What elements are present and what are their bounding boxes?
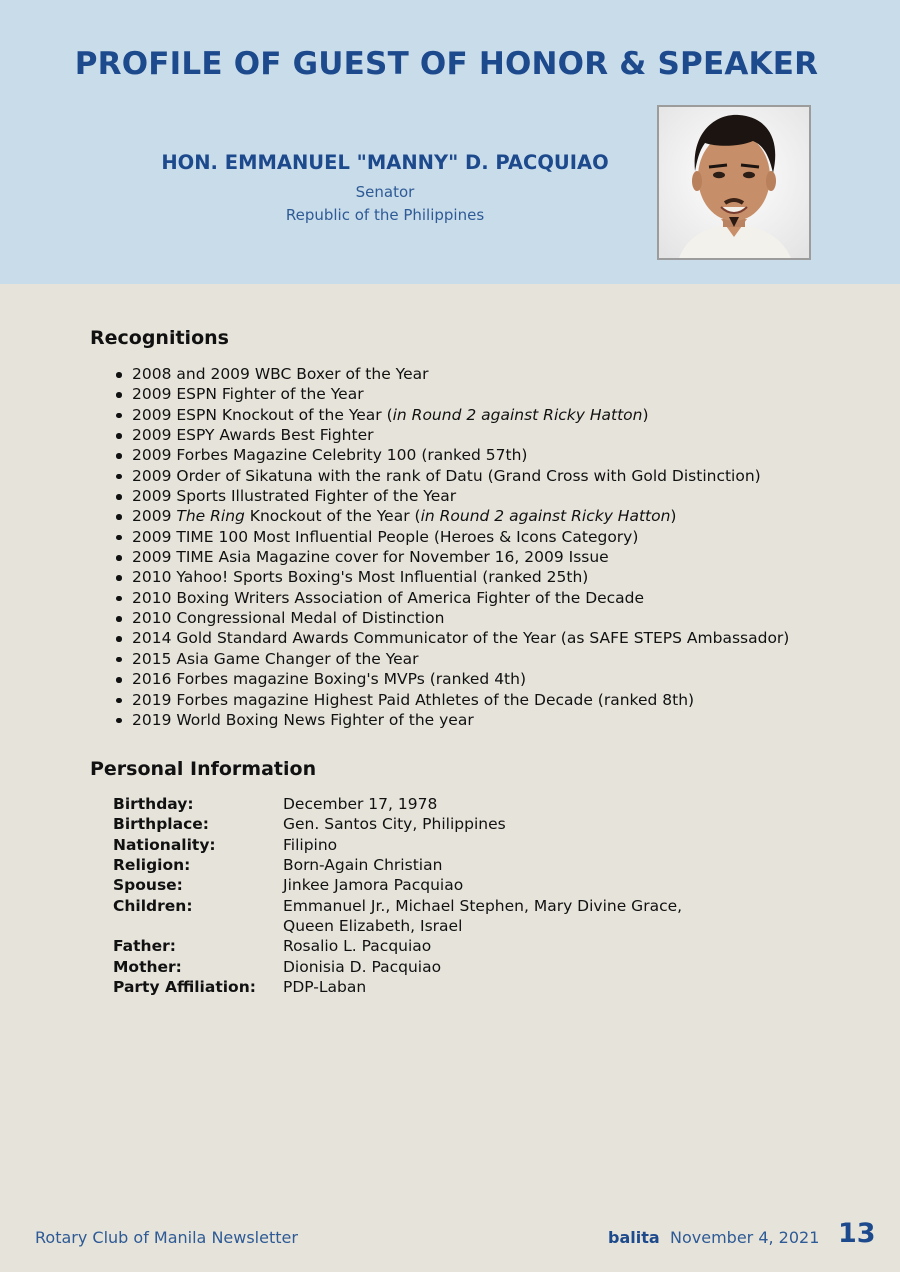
recognition-item: [132, 649, 789, 669]
recognition-item: [132, 690, 789, 710]
recognition-item: [132, 364, 789, 384]
recognition-item: [132, 466, 789, 486]
recognition-item: [132, 567, 789, 587]
recognition-item: [132, 445, 789, 465]
recognition-text: 2009 Forbes Magazine Celebrity 100 (ranked 57th): [132, 446, 528, 465]
footer-newsletter: Rotary Club of Manila Newsletter: [35, 1228, 298, 1247]
recognition-text: 2009 ESPN Fighter of the Year: [132, 385, 364, 404]
recognition-text: 2009 TIME Asia Magazine cover for November 16, 2009 Issue: [132, 548, 609, 567]
recognition-text: 2014 Gold Standard Awards Communicator of the Year (as SAFE STEPS Ambassador): [132, 629, 790, 648]
recognition-text: 2009 Sports Illustrated Fighter of the Year: [132, 487, 457, 506]
recognition-text: 2009 Order of Sikatuna with the rank of Datu (Grand Cross with Gold Distinction): [132, 466, 761, 485]
info-row: [113, 896, 682, 937]
guest-photo: [657, 105, 811, 260]
info-row: [113, 875, 682, 895]
info-value: Emmanuel Jr., Michael Stephen, Mary Divine Grace,: [283, 896, 683, 915]
recognition-text: 2015 Asia Game Changer of the Year: [132, 649, 419, 668]
info-row: [113, 957, 682, 977]
recognition-text: 2010 Yahoo! Sports Boxing's Most Influential (ranked 25th): [132, 568, 589, 587]
info-value: PDP-Laban: [283, 978, 367, 997]
recognition-item: [132, 527, 789, 547]
recognition-item: [132, 588, 789, 608]
guest-country: Republic of the Philippines: [285, 206, 485, 224]
recognition-item: [132, 506, 789, 526]
info-value: Dionisia D. Pacquiao: [283, 957, 442, 976]
info-label: Religion:: [113, 856, 191, 875]
info-value: Queen Elizabeth, Israel: [283, 917, 463, 936]
recognition-item: [132, 608, 789, 628]
recognition-text: 2009: [132, 507, 177, 526]
recognition-item: [132, 405, 789, 425]
footer-date: November 4, 2021: [670, 1228, 820, 1247]
recognitions-list: [132, 364, 789, 730]
info-value: Jinkee Jamora Pacquiao: [283, 876, 464, 895]
footer-brand: balita: [608, 1228, 660, 1247]
info-label: Nationality:: [113, 835, 216, 854]
recognition-text: 2009 TIME 100 Most Influential People (Heroes & Icons Category): [132, 527, 639, 546]
recognition-item: [132, 669, 789, 689]
info-label: Mother:: [113, 957, 182, 976]
recognition-text-italic: in Round 2 against Ricky Hatton: [392, 405, 643, 424]
info-label: Spouse:: [113, 876, 183, 895]
personal-info-heading: Personal Information: [90, 758, 317, 780]
page-title: PROFILE OF GUEST OF HONOR & SPEAKER: [74, 46, 819, 82]
info-value: Rosalio L. Pacquiao: [283, 937, 432, 956]
guest-role: Senator: [355, 183, 415, 201]
info-label: Birthday:: [113, 795, 194, 813]
recognition-text: Knockout of the Year (: [244, 507, 421, 526]
info-value: December 17, 1978: [283, 795, 438, 813]
recognition-item: [132, 384, 789, 404]
recognitions-heading: Recognitions: [90, 327, 229, 349]
guest-name: HON. EMMANUEL "MANNY" D. PACQUIAO: [161, 151, 609, 174]
info-row: [113, 977, 682, 997]
recognition-item: [132, 710, 789, 730]
recognition-text: 2009 ESPY Awards Best Fighter: [132, 426, 374, 445]
info-row: [113, 855, 682, 875]
info-row: [113, 794, 682, 814]
recognition-item: [132, 425, 789, 445]
recognition-text: ): [670, 507, 677, 526]
recognition-text: ): [642, 405, 649, 424]
recognition-item: [132, 486, 789, 506]
recognition-text-italic: The Ring: [176, 507, 245, 526]
info-value: Gen. Santos City, Philippines: [283, 815, 506, 834]
recognition-text: 2008 and 2009 WBC Boxer of the Year: [132, 365, 429, 383]
info-value: Born-Again Christian: [283, 856, 443, 875]
recognition-text: 2010 Boxing Writers Association of America Fighter of the Decade: [132, 588, 645, 607]
recognition-item: [132, 628, 789, 648]
info-value: Filipino: [283, 835, 338, 854]
page-number: 13: [838, 1218, 876, 1249]
recognition-text-italic: in Round 2 against Ricky Hatton: [420, 507, 671, 526]
info-label: Father:: [113, 937, 176, 956]
recognition-text: 2010 Congressional Medal of Distinction: [132, 609, 445, 628]
info-row: [113, 936, 682, 956]
info-row: [113, 814, 682, 834]
recognition-text: 2016 Forbes magazine Boxing's MVPs (ranked 4th): [132, 670, 527, 689]
info-label: Birthplace:: [113, 815, 209, 834]
recognition-text: 2019 Forbes magazine Highest Paid Athletes of the Decade (ranked 8th): [132, 690, 695, 709]
personal-info-table: [113, 794, 682, 997]
recognition-item: [132, 547, 789, 567]
recognition-text: 2019 World Boxing News Fighter of the year: [132, 710, 474, 729]
info-label: Children:: [113, 896, 193, 915]
info-row: [113, 835, 682, 855]
info-label: Party Affiliation:: [113, 978, 256, 997]
recognition-text: 2009 ESPN Knockout of the Year (: [132, 405, 393, 424]
